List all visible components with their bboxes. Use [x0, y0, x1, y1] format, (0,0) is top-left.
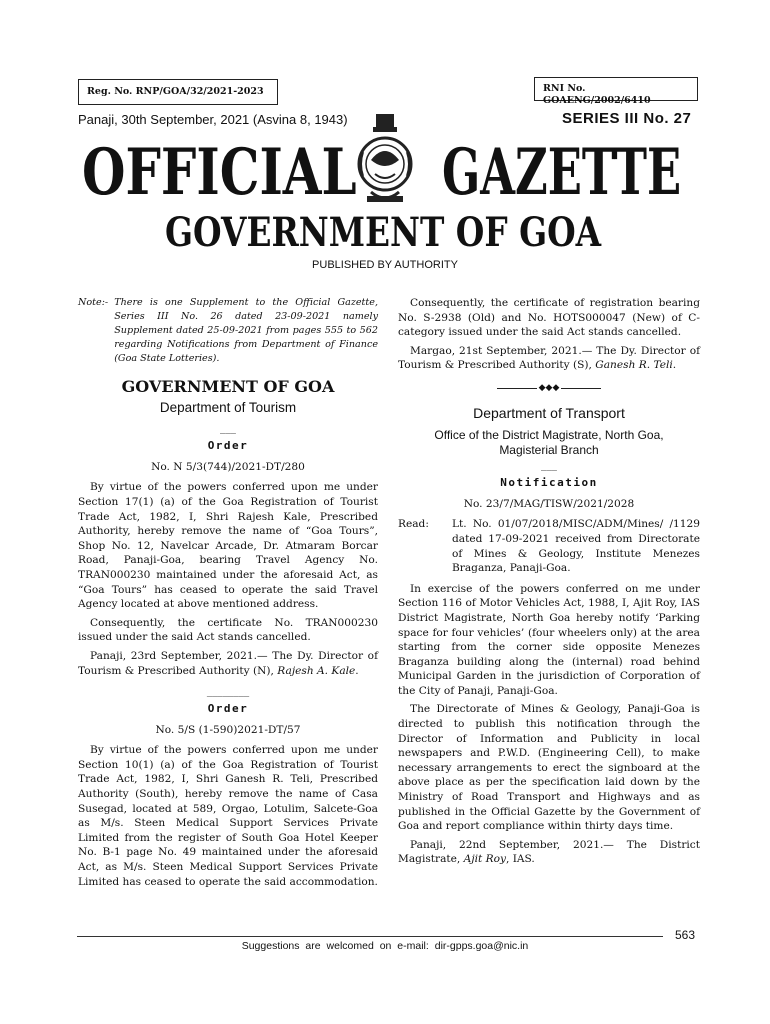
order-paragraph: Consequently, the certificate No. TRAN000230 issued under the said Act stands cancelled.	[78, 616, 378, 644]
notification-heading: Notification	[500, 476, 598, 490]
diamond-ornament-icon: ◆◆◆	[538, 382, 560, 393]
separator-line	[497, 388, 537, 389]
supplement-note	[78, 296, 378, 366]
office-heading: Office of the District Magistrate, North Goa, Magisterial Branch	[434, 428, 664, 458]
notification-paragraph: The Directorate of Mines & Geology, Panaji-Goa is directed to publish this notification through the Director of Information and Publicity in local newspapers and P.W.D. (Engineering Cell), to make necessary arrangements to erect the signboard at the above place as per the specification laid down by the Ministry of Road Transport and Highways and as published in the Official Gazette by the Government of Goa and report compliance within thirty days time.	[398, 703, 700, 833]
signature-suffix: , IAS.	[505, 853, 535, 866]
notification-signature	[398, 838, 700, 867]
order-paragraph: By virtue of the powers conferred upon me under Section 17(1) (a) of the Goa Registration of Tourist Trade Act, 1982, I, Shri Rajesh Kale, Prescribed Authority, hereby remove the name of “Goa Tours”, Shop No. 12, Navelcar Arcade, Dr. Atmaram Borcar Road, Panaji-Goa, bearing Travel Agency No. TRAN000230 maintained under the aforesaid Act, as “Goa Tours” has ceased to operate the said Travel Agency located at above mentioned address.	[78, 481, 378, 611]
masthead-government-of-goa: GOVERNMENT OF GOA	[165, 209, 602, 256]
masthead-official: OFFICIAL	[82, 135, 357, 210]
order-number: No. N 5/3(744)/2021-DT/280	[151, 460, 305, 473]
rni-number-box	[534, 77, 698, 106]
signature-text: Panaji, 23rd September, 2021.— The Dy. Director of Tourism & Prescribed Authority (N),	[78, 649, 378, 677]
dept-transport-heading: Department of Transport	[473, 404, 625, 421]
registration-number: Reg. No. RNP/GOA/32/2021-2023	[87, 86, 264, 97]
signature-suffix: .	[355, 664, 359, 677]
notification-number: No. 23/7/MAG/TISW/2021/2028	[463, 497, 635, 510]
order-number: No. 5/S (1-590)2021-DT/57	[155, 723, 301, 736]
read-reference	[398, 517, 700, 575]
divider-dash: ___	[541, 459, 557, 472]
order-heading: Order	[207, 439, 249, 453]
note-label: Note:-	[78, 297, 109, 308]
footer-rule	[77, 936, 663, 937]
left-column	[78, 296, 378, 893]
signatory-name: Ajit Roy	[463, 853, 506, 866]
order-signature	[398, 344, 700, 373]
signature-text: Margao, 21st September, 2021.— The Dy. Director of Tourism & Prescribed Authority (S),	[398, 344, 700, 372]
signatory-name: Ganesh R. Teli	[595, 359, 673, 372]
published-by-authority: PUBLISHED BY AUTHORITY	[312, 259, 458, 271]
order-signature	[78, 649, 378, 678]
signature-text: Panaji, 22nd September, 2021.— The District Magistrate,	[398, 838, 700, 866]
order-heading: Order	[207, 702, 249, 716]
section-separator	[398, 381, 700, 396]
registration-number-box	[78, 79, 278, 105]
separator-line	[561, 388, 601, 389]
dept-tourism-heading: Department of Tourism	[159, 399, 297, 415]
right-column	[398, 296, 700, 871]
masthead-gazette: GAZETTE	[442, 135, 682, 210]
divider-dash: ________	[206, 685, 250, 698]
order-paragraph: Consequently, the certificate of registration bearing No. S-2938 (Old) and No. HOTS000047 (New) of C-category issued under the said Act stands cancelled.	[398, 297, 700, 339]
rni-number: RNI No. GOAENG/2002/6410	[543, 83, 651, 106]
issue-date-line: Panaji, 30th September, 2021 (Asvina 8, 1943)	[78, 112, 348, 127]
note-text: There is one Supplement to the Official Gazette, Series III No. 26 dated 23-09-2021 namely Supplement dated 25-09-2021 from pages 555 to 562 regarding Notifications from Department of Finance (Goa State Lotteries).	[114, 297, 378, 364]
notification-paragraph: In exercise of the powers conferred on me under Section 116 of Motor Vehicles Act, 1988, I, Ajit Roy, IAS District Magistrate, North Goa hereby notify ‘Parking space for four vehicles’ (four wheelers only) at the area starting from the corner side opposite Menezes Braganza building along the (internal) road behind Municipal Garden in the jurisdiction of Corporation of the City of Panaji, Panaji-Goa.	[398, 582, 700, 697]
order-paragraph: By virtue of the powers conferred upon me under Section 10(1) (a) of the Goa Registration of Tourist Trade Act, 1982, I, Shri Ganesh R. Teli, Prescribed Authority (South), hereby remove the name of Casa Susegad, located at 589, Orgao, Lotulim, Salcete-Goa as M/s. Steen Medical Support Services Private Limited from the register of South Goa Hotel Keeper No. B-1 page No. 49 maintained under the aforesaid Act, as M/s. Steen Medical Support Services Private Limited has ceased to operate the said accommodation.	[78, 744, 378, 888]
government-of-goa-heading: GOVERNMENT OF GOA	[121, 377, 335, 396]
state-emblem-icon	[345, 112, 425, 212]
signature-suffix: .	[672, 359, 677, 372]
page-number: 563	[675, 928, 696, 942]
signatory-name: Rajesh A. Kale	[277, 664, 356, 677]
series-number: SERIES III No. 27	[562, 110, 692, 127]
read-label: Read:	[398, 518, 429, 531]
suggestions-footer: Suggestions are welcomed on e-mail: dir-gpps.goa@nic.in	[241, 940, 529, 952]
read-text: Lt. No. 01/07/2018/MISC/ADM/Mines/ /1129 dated 17-09-2021 received from Directorate of Mines & Geology, Institute Menezes Braganza, Panaji-Goa.	[452, 518, 700, 575]
divider-dash: ___	[220, 422, 236, 435]
